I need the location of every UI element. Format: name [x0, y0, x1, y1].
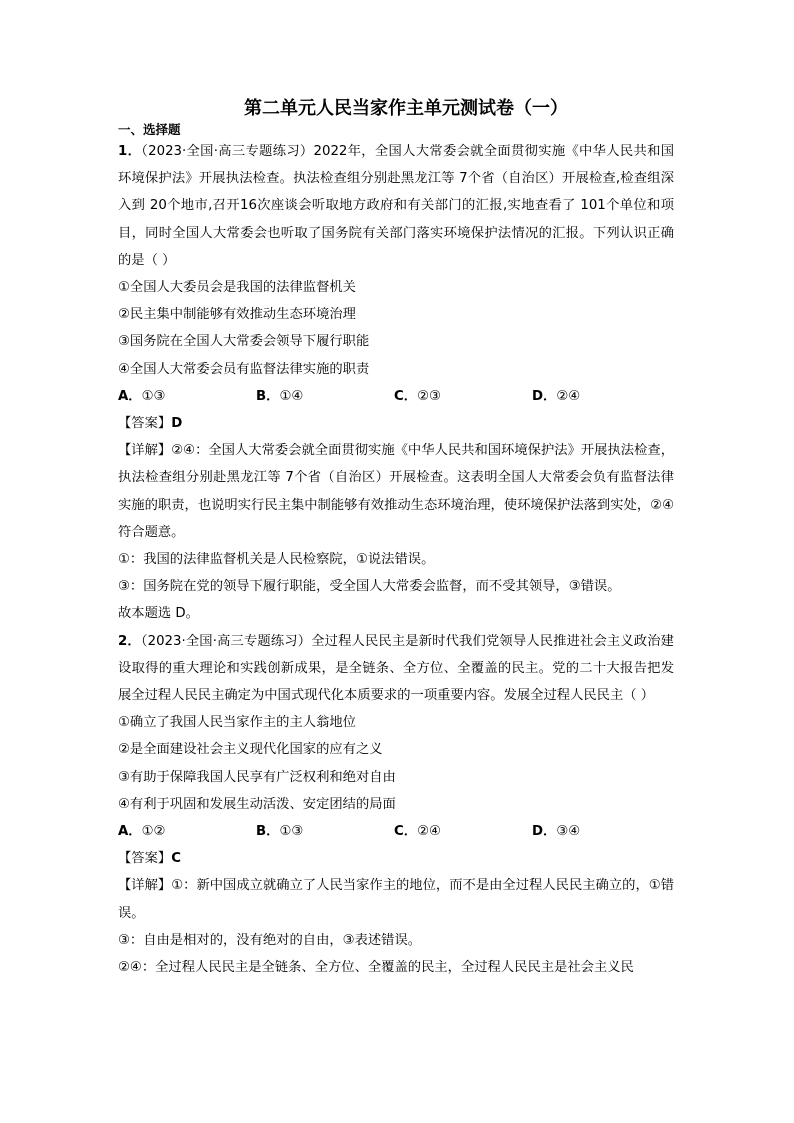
- choice-c: C．②③: [394, 388, 441, 404]
- explanation-paragraph: 【详解】①：新中国成立就确立了人民当家作主的地位，而不是由全过程人民民主确立的，①错误。: [118, 878, 674, 921]
- question-stem: [118, 628, 674, 710]
- option-statement: ②民主集中制能够有效推动生态环境治理: [118, 307, 356, 323]
- choice-d: D．②④: [532, 388, 581, 404]
- option-statement: ②是全面建设社会主义现代化国家的应有之义: [118, 742, 383, 758]
- choice-b: B．①④: [256, 388, 304, 404]
- answer-label: 【答案】: [118, 416, 172, 432]
- question-text: （2023·全国·高三专题练习）2022年，全国人大常委会就全面贯彻实施《中华人民共和国环境保护法》开展执法检查。执法检查组分别赴黑龙江等 7个省（自治区）开展检查,检查组深入到 20个地市,召开16次座谈会听取地方政府和有关部门的汇报,实地查看了 101个单位和项目，同时全国人大常委会也听取了国务院有关部门落实环境保护法情况的汇报。下列认识正确的是（ ）: [118, 144, 674, 268]
- option-statement: ③有助于保障我国人民享有广泛权利和绝对自由: [118, 769, 396, 785]
- choice-b: B．①③: [256, 824, 304, 840]
- question-2: [118, 628, 674, 982]
- document-page: [118, 96, 674, 981]
- explanation-paragraph: 故本题选 D。: [118, 606, 199, 622]
- option-statement: ④全国人大常委会员有监督法律实施的职责: [118, 361, 370, 377]
- choice-a: A．①②: [118, 824, 166, 840]
- explanation-paragraph: 【详解】②④：全国人大常委会就全面贯彻实施《中华人民共和国环境保护法》开展执法检查，执法检查组分别赴黑龙江等 7个省（自治区）开展检查。这表明全国人大常委会负有监督法律实施的职责，也说明实行民主集中制能够有效推动生态环境治理，使环境保护法落到实处，②④符合题意。: [118, 443, 674, 540]
- explanation-paragraph: ③：国务院在党的领导下履行职能，受全国人大常委会监督，而不受其领导，③错误。: [118, 579, 621, 595]
- answer-label: 【答案】: [118, 851, 172, 867]
- option-statement: ①全国人大委员会是我国的法律监督机关: [118, 280, 356, 296]
- question-number: 2．: [118, 633, 141, 649]
- option-statement: ①确立了我国人民当家作主的主人翁地位: [118, 715, 356, 731]
- answer-line: [118, 410, 674, 437]
- question-1: [118, 138, 674, 628]
- answer-line: [118, 845, 674, 872]
- question-text: （2023·全国·高三专题练习）全过程人民民主是新时代我们党领导人民推进社会主义政治建设取得的重大理论和实践创新成果，是全链条、全方位、全覆盖的民主。党的二十大报告把发展全过程人民民主确定为中国式现代化本质要求的一项重要内容。发展全过程人民民主（ ）: [118, 633, 674, 704]
- answer-choices: [118, 383, 674, 410]
- option-statement: ③国务院在全国人大常委会领导下履行职能: [118, 334, 370, 350]
- answer-choices: [118, 818, 674, 845]
- choice-c: C．②④: [394, 824, 441, 840]
- explanation-paragraph: ③：自由是相对的，没有绝对的自由，③表述错误。: [118, 932, 422, 948]
- section-heading: 一、选择题: [118, 122, 181, 137]
- answer-value: D: [171, 416, 183, 432]
- answer-value: C: [171, 851, 181, 867]
- explanation-paragraph: ②④：全过程人民民主是全链条、全方位、全覆盖的民主，全过程人民民主是社会主义民: [118, 960, 634, 976]
- question-number: 1．: [118, 144, 142, 159]
- question-stem: [118, 138, 674, 274]
- choice-a: A．①③: [118, 388, 166, 404]
- choice-d: D．③④: [532, 824, 581, 840]
- explanation-paragraph: ①：我国的法律监督机关是人民检察院，①说法错误。: [118, 552, 435, 568]
- option-statement: ④有利于巩固和发展生动活泼、安定团结的局面: [118, 796, 396, 812]
- page-title: 第二单元人民当家作主单元测试卷（一）: [244, 98, 568, 119]
